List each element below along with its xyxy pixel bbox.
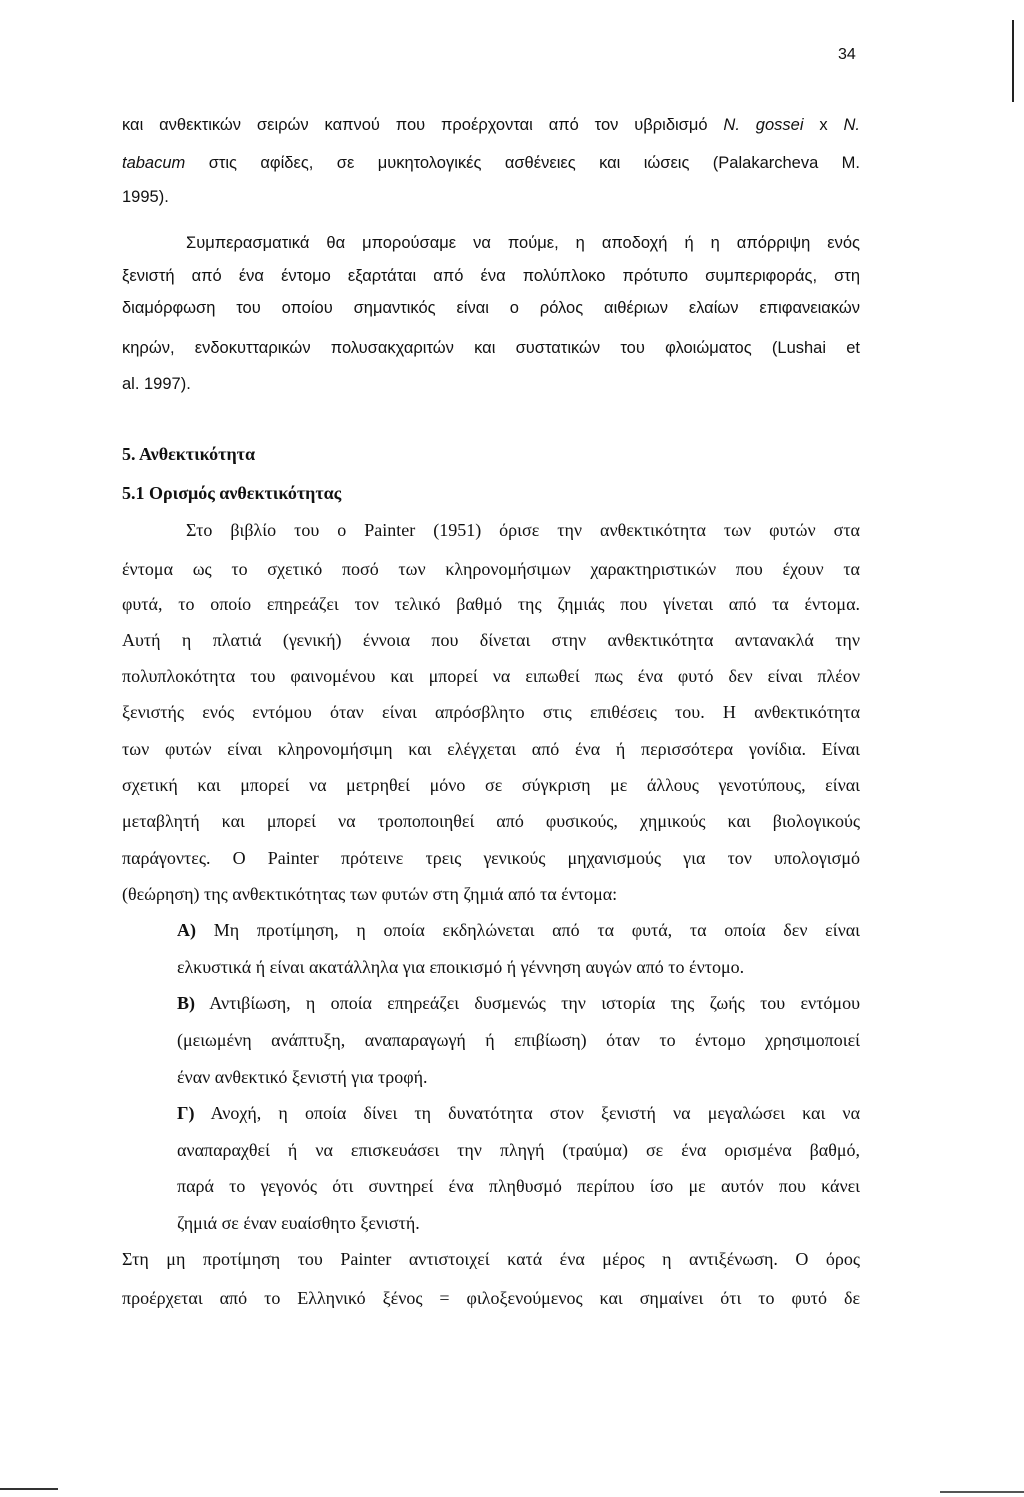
text-line: διαμόρφωση του οποίου σημαντικός είναι ο ρόλος αιθέριων ελαίων επιφανειακών	[122, 299, 860, 317]
text-span: x	[819, 116, 828, 134]
text-line: μεταβλητή και μπορεί να τροποποιηθεί από φυσικούς, χημικούς και βιολογικούς	[122, 811, 860, 831]
scan-edge-mark-bottom-left	[0, 1488, 58, 1490]
text-span: και ανθεκτικών σειρών καπνού που προέρχονται από τον υβριδισμό	[122, 116, 708, 134]
list-item	[177, 992, 860, 1014]
text-line: ξενιστής ενός εντόμου όταν είναι απρόσβλητο στις επιθέσεις του. Η ανθεκτικότητα	[122, 702, 860, 722]
text-line: έντομα ως το σχετικό ποσό των κληρονομήσιμων χαρακτηριστικών που έχουν τα	[122, 559, 860, 579]
text-line: σχετική και μπορεί να μετρηθεί μόνο σε σύγκριση με άλλους γενοτύπους, είναι	[122, 775, 860, 795]
text-line: 1995).	[122, 188, 169, 206]
list-item	[177, 919, 860, 941]
list-item-label: Β)	[177, 993, 195, 1013]
text-line: (θεώρηση) της ανθεκτικότητας των φυτών στη ζημιά από τα έντομα:	[122, 884, 618, 904]
text-line: Αυτή η πλατιά (γενική) έννοια που δίνεται στην ανθεκτικότητα αντανακλά την	[122, 630, 860, 650]
text-line: Στη μη προτίμηση του Painter αντιστοιχεί κατά ένα μέρος η αντιξένωση. Ο όρος	[122, 1249, 860, 1269]
text-span: στις αφίδες, σε μυκητολογικές ασθένειες και ιώσεις (Palakarcheva M.	[208, 154, 860, 172]
text-line: πολυπλοκότητα του φαινομένου και μπορεί να ειπωθεί πως ένα φυτό δεν είναι πλέον	[122, 666, 860, 686]
text-line: φυτά, το οποίο επηρεάζει τον τελικό βαθμό της ζημιάς που γίνεται από τα έντομα.	[122, 594, 860, 614]
species-name: N.	[843, 116, 860, 134]
text-line: Στο βιβλίο του ο Painter (1951) όρισε την ανθεκτικότητα των φυτών στα	[186, 520, 860, 540]
list-item-label: Γ)	[177, 1103, 195, 1123]
list-item-text: Αντιβίωση, η οποία επηρεάζει δυσμενώς την ιστορία της ζωής του εντόμου	[209, 993, 860, 1013]
species-name: tabacum	[122, 154, 186, 172]
text-line: αναπαραχθεί ή να επισκευάσει την πληγή (τραύμα) σε ένα ορισμένα βαθμό,	[177, 1140, 860, 1160]
list-item-text: Ανοχή, η οποία δίνει τη δυνατότητα στον ξενιστή να μεγαλώσει και να	[210, 1103, 860, 1123]
species-name: N. gossei	[723, 116, 804, 134]
text-line: κηρών, ενδοκυτταρικών πολυσακχαριτών και συστατικών του φλοιώματος (Lushai et	[122, 339, 860, 357]
list-item-label: Α)	[177, 920, 196, 940]
subsection-heading: 5.1 Ορισμός ανθεκτικότητας	[122, 483, 342, 503]
section-heading: 5. Ανθεκτικότητα	[122, 444, 256, 464]
text-line: al. 1997).	[122, 375, 191, 393]
text-line: προέρχεται από το Ελληνικό ξένος = φιλοξενούμενος και σημαίνει ότι το φυτό δε	[122, 1288, 860, 1308]
scan-edge-mark-bottom-right	[940, 1491, 1024, 1493]
list-item-text: Μη προτίμηση, η οποία εκδηλώνεται από τα φυτά, τα οποία δεν είναι	[213, 920, 860, 940]
list-item	[177, 1102, 860, 1124]
text-line: των φυτών είναι κληρονομήσιμη και ελέγχεται από ένα ή περισσότερα γονίδια. Είναι	[122, 739, 860, 759]
scan-edge-mark-right	[1012, 20, 1014, 102]
text-line: έναν ανθεκτικό ξενιστή για τροφή.	[177, 1067, 428, 1087]
text-line: Συμπερασματικά θα μπορούσαμε να πούμε, η αποδοχή ή η απόρριψη ενός	[186, 234, 860, 252]
text-line: ελκυστικά ή είναι ακατάλληλα για εποικισμό ή γέννηση αυγών από το έντομο.	[177, 957, 745, 977]
text-line: παρά το γεγονός ότι συντηρεί ένα πληθυσμό περίπου ίσο με αυτόν που κάνει	[177, 1176, 860, 1196]
text-line	[122, 152, 860, 174]
text-line: (μειωμένη ανάπτυξη, αναπαραγωγή ή επιβίωση) όταν το έντομο χρησιμοποιεί	[177, 1030, 860, 1050]
page-number: 34	[838, 46, 856, 63]
text-line: παράγοντες. Ο Painter πρότεινε τρεις γενικούς μηχανισμούς για τον υπολογισμό	[122, 848, 860, 868]
text-line	[122, 114, 860, 136]
text-line: ξενιστή από ένα έντομο εξαρτάται από ένα πολύπλοκο πρότυπο συμπεριφοράς, στη	[122, 267, 860, 285]
text-line: ζημιά σε έναν ευαίσθητο ξενιστή.	[177, 1213, 420, 1233]
